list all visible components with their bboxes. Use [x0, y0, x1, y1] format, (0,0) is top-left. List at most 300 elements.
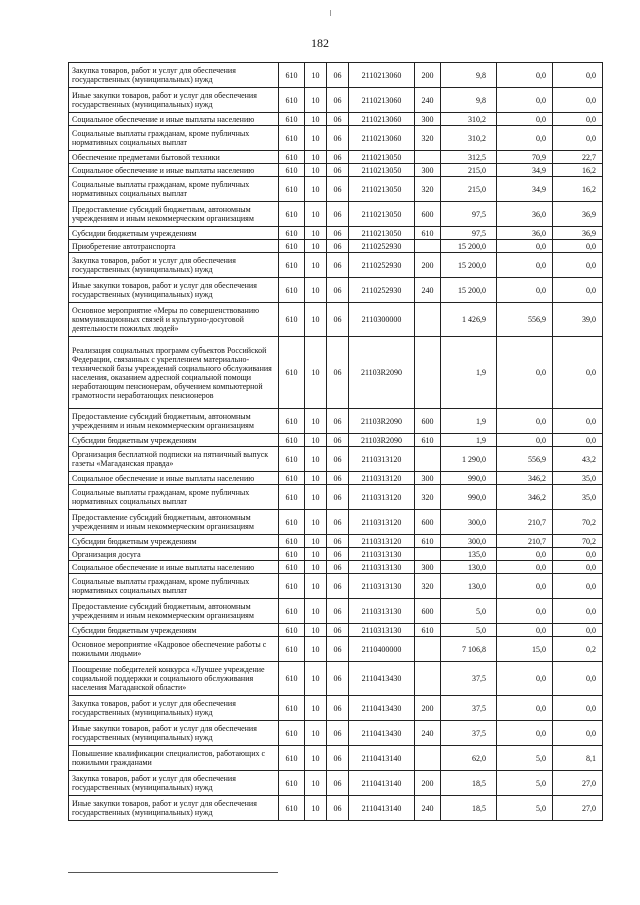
amount-cell: 1 426,9 [441, 303, 497, 337]
section-code-cell: 10 [305, 63, 327, 88]
expense-type-cell: 610 [415, 434, 441, 447]
amount-cell-2: 0,0 [497, 624, 553, 637]
target-article-cell: 2110213050 [349, 202, 415, 227]
table-row [69, 561, 603, 574]
section-code-cell: 10 [305, 113, 327, 126]
subsection-code-cell: 06 [327, 88, 349, 113]
row-name-cell: Предоставление субсидий бюджетным, автономным учреждениям и иным некоммерческим организациям [69, 510, 279, 535]
subsection-code-cell: 06 [327, 126, 349, 151]
row-name-cell: Закупка товаров, работ и услуг для обеспечения государственных (муниципальных) нужд [69, 696, 279, 721]
ministry-code-cell: 610 [279, 63, 305, 88]
amount-cell: 135,0 [441, 548, 497, 561]
amount-cell-2: 0,0 [497, 434, 553, 447]
row-name-cell: Предоставление субсидий бюджетным, автономным учреждениям и иным некоммерческим организациям [69, 409, 279, 434]
subsection-code-cell: 06 [327, 721, 349, 746]
target-article-cell: 2110313120 [349, 485, 415, 510]
subsection-code-cell: 06 [327, 303, 349, 337]
table-row [69, 447, 603, 472]
amount-cell: 15 200,0 [441, 278, 497, 303]
subsection-code-cell: 06 [327, 599, 349, 624]
amount-cell: 5,0 [441, 624, 497, 637]
page-number: 182 [311, 36, 329, 50]
row-name-cell: Социальное обеспечение и иные выплаты населению [69, 472, 279, 485]
subsection-code-cell: 06 [327, 510, 349, 535]
target-article-cell: 2110300000 [349, 303, 415, 337]
table-row [69, 434, 603, 447]
row-name-cell: Социальные выплаты гражданам, кроме публичных нормативных социальных выплат [69, 574, 279, 599]
ministry-code-cell: 610 [279, 88, 305, 113]
ministry-code-cell: 610 [279, 771, 305, 796]
target-article-cell: 2110413140 [349, 746, 415, 771]
ministry-code-cell: 610 [279, 278, 305, 303]
amount-cell-2: 36,0 [497, 202, 553, 227]
amount-cell-2: 0,0 [497, 721, 553, 746]
amount-cell: 990,0 [441, 485, 497, 510]
row-name-cell: Социальные выплаты гражданам, кроме публичных нормативных социальных выплат [69, 177, 279, 202]
amount-cell-2: 346,2 [497, 485, 553, 510]
amount-cell: 37,5 [441, 662, 497, 696]
amount-cell-3: 35,0 [553, 485, 603, 510]
row-name-cell: Субсидии бюджетным учреждениям [69, 624, 279, 637]
table-row [69, 771, 603, 796]
row-name-cell: Повышение квалификации специалистов, работающих с пожилыми гражданами [69, 746, 279, 771]
amount-cell-2: 5,0 [497, 771, 553, 796]
expense-type-cell: 610 [415, 535, 441, 548]
row-name-cell: Социальные выплаты гражданам, кроме публичных нормативных социальных выплат [69, 126, 279, 151]
table-row [69, 637, 603, 662]
subsection-code-cell: 06 [327, 202, 349, 227]
section-code-cell: 10 [305, 510, 327, 535]
target-article-cell: 2110313130 [349, 624, 415, 637]
row-name-cell: Организация досуга [69, 548, 279, 561]
row-name-cell: Закупка товаров, работ и услуг для обеспечения государственных (муниципальных) нужд [69, 63, 279, 88]
amount-cell: 215,0 [441, 177, 497, 202]
amount-cell-2: 210,7 [497, 510, 553, 535]
amount-cell-2: 0,0 [497, 63, 553, 88]
table-row [69, 746, 603, 771]
ministry-code-cell: 610 [279, 662, 305, 696]
section-code-cell: 10 [305, 746, 327, 771]
amount-cell-2: 34,9 [497, 177, 553, 202]
subsection-code-cell: 06 [327, 337, 349, 409]
budget-table-body [69, 63, 603, 821]
target-article-cell: 2110213060 [349, 113, 415, 126]
amount-cell: 5,0 [441, 599, 497, 624]
amount-cell-3: 0,0 [553, 696, 603, 721]
row-name-cell: Закупка товаров, работ и услуг для обеспечения государственных (муниципальных) нужд [69, 253, 279, 278]
target-article-cell: 2110213050 [349, 164, 415, 177]
target-article-cell: 2110252930 [349, 278, 415, 303]
target-article-cell: 2110213060 [349, 88, 415, 113]
table-row [69, 535, 603, 548]
ministry-code-cell: 610 [279, 164, 305, 177]
amount-cell: 97,5 [441, 227, 497, 240]
table-row [69, 151, 603, 164]
target-article-cell: 2110252930 [349, 253, 415, 278]
amount-cell: 300,0 [441, 535, 497, 548]
subsection-code-cell: 06 [327, 796, 349, 821]
target-article-cell: 2110400000 [349, 637, 415, 662]
amount-cell: 97,5 [441, 202, 497, 227]
row-name-cell: Иные закупки товаров, работ и услуг для обеспечения государственных (муниципальных) нужд [69, 721, 279, 746]
amount-cell: 62,0 [441, 746, 497, 771]
subsection-code-cell: 06 [327, 535, 349, 548]
row-name-cell: Субсидии бюджетным учреждениям [69, 227, 279, 240]
amount-cell-3: 0,0 [553, 599, 603, 624]
table-row [69, 624, 603, 637]
expense-type-cell: 320 [415, 574, 441, 599]
amount-cell-3: 8,1 [553, 746, 603, 771]
subsection-code-cell: 06 [327, 151, 349, 164]
amount-cell: 9,8 [441, 88, 497, 113]
subsection-code-cell: 06 [327, 253, 349, 278]
section-code-cell: 10 [305, 126, 327, 151]
expense-type-cell [415, 637, 441, 662]
amount-cell-2: 556,9 [497, 303, 553, 337]
row-name-cell: Организация бесплатной подписки на пятничный выпуск газеты «Магаданская правда» [69, 447, 279, 472]
table-row [69, 88, 603, 113]
subsection-code-cell: 06 [327, 63, 349, 88]
section-code-cell: 10 [305, 337, 327, 409]
ministry-code-cell: 610 [279, 599, 305, 624]
section-code-cell: 10 [305, 721, 327, 746]
amount-cell: 15 200,0 [441, 253, 497, 278]
amount-cell: 1,9 [441, 409, 497, 434]
amount-cell-2: 0,0 [497, 548, 553, 561]
subsection-code-cell: 06 [327, 177, 349, 202]
subsection-code-cell: 06 [327, 434, 349, 447]
expense-type-cell [415, 548, 441, 561]
amount-cell-2: 0,0 [497, 113, 553, 126]
amount-cell-3: 43,2 [553, 447, 603, 472]
expense-type-cell: 200 [415, 771, 441, 796]
ministry-code-cell: 610 [279, 177, 305, 202]
amount-cell-2: 0,0 [497, 88, 553, 113]
amount-cell-3: 0,0 [553, 662, 603, 696]
amount-cell-3: 0,0 [553, 434, 603, 447]
ministry-code-cell: 610 [279, 561, 305, 574]
amount-cell-2: 5,0 [497, 746, 553, 771]
ministry-code-cell: 610 [279, 510, 305, 535]
amount-cell-2: 0,0 [497, 278, 553, 303]
ministry-code-cell: 610 [279, 227, 305, 240]
target-article-cell: 2110313130 [349, 599, 415, 624]
expense-type-cell: 320 [415, 177, 441, 202]
expense-type-cell: 240 [415, 796, 441, 821]
amount-cell-2: 346,2 [497, 472, 553, 485]
subsection-code-cell: 06 [327, 696, 349, 721]
amount-cell: 18,5 [441, 796, 497, 821]
ministry-code-cell: 610 [279, 202, 305, 227]
section-code-cell: 10 [305, 227, 327, 240]
subsection-code-cell: 06 [327, 561, 349, 574]
amount-cell: 130,0 [441, 574, 497, 599]
row-name-cell: Поощрение победителей конкурса «Лучшее учреждение социальной поддержки и социального обслуживания населения Магаданской области» [69, 662, 279, 696]
amount-cell-2: 0,0 [497, 574, 553, 599]
amount-cell: 9,8 [441, 63, 497, 88]
amount-cell-3: 27,0 [553, 796, 603, 821]
row-name-cell: Иные закупки товаров, работ и услуг для обеспечения государственных (муниципальных) нужд [69, 278, 279, 303]
amount-cell-3: 0,0 [553, 63, 603, 88]
section-code-cell: 10 [305, 574, 327, 599]
amount-cell-3: 39,0 [553, 303, 603, 337]
table-row [69, 126, 603, 151]
target-article-cell: 2110213060 [349, 63, 415, 88]
ministry-code-cell: 610 [279, 721, 305, 746]
amount-cell-3: 0,0 [553, 240, 603, 253]
amount-cell: 37,5 [441, 696, 497, 721]
table-row [69, 599, 603, 624]
amount-cell-2: 34,9 [497, 164, 553, 177]
expense-type-cell [415, 662, 441, 696]
row-name-cell: Основное мероприятие «Кадровое обеспечение работы с пожилыми людьми» [69, 637, 279, 662]
target-article-cell: 2110313120 [349, 535, 415, 548]
table-row [69, 177, 603, 202]
subsection-code-cell: 06 [327, 771, 349, 796]
row-name-cell: Предоставление субсидий бюджетным, автономным учреждениям и иным некоммерческим организациям [69, 599, 279, 624]
section-code-cell: 10 [305, 535, 327, 548]
row-name-cell: Обеспечение предметами бытовой техники [69, 151, 279, 164]
ministry-code-cell: 610 [279, 113, 305, 126]
expense-type-cell: 300 [415, 472, 441, 485]
amount-cell-2: 0,0 [497, 599, 553, 624]
amount-cell-2: 70,9 [497, 151, 553, 164]
amount-cell: 37,5 [441, 721, 497, 746]
ministry-code-cell: 610 [279, 434, 305, 447]
subsection-code-cell: 06 [327, 164, 349, 177]
amount-cell-2: 0,0 [497, 337, 553, 409]
amount-cell-2: 0,0 [497, 253, 553, 278]
section-code-cell: 10 [305, 303, 327, 337]
expense-type-cell: 240 [415, 721, 441, 746]
table-row [69, 113, 603, 126]
section-code-cell: 10 [305, 177, 327, 202]
amount-cell-3: 70,2 [553, 535, 603, 548]
amount-cell: 1,9 [441, 337, 497, 409]
section-code-cell: 10 [305, 624, 327, 637]
row-name-cell: Субсидии бюджетным учреждениям [69, 434, 279, 447]
section-code-cell: 10 [305, 88, 327, 113]
ministry-code-cell: 610 [279, 485, 305, 510]
footer-rule [68, 872, 278, 873]
target-article-cell: 2110413430 [349, 721, 415, 746]
expense-type-cell [415, 240, 441, 253]
table-row [69, 472, 603, 485]
section-code-cell: 10 [305, 771, 327, 796]
row-name-cell: Реализация социальных программ субъектов Российской Федерации, связанных с укреплением материально-технической базы учреждений социального обслуживания населения, оказанием адресной социальной помощи неработающим пенсионерам, обучением компьютерной грамотности неработающих пенсионеров [69, 337, 279, 409]
amount-cell-2: 0,0 [497, 662, 553, 696]
expense-type-cell: 610 [415, 227, 441, 240]
amount-cell: 215,0 [441, 164, 497, 177]
subsection-code-cell: 06 [327, 637, 349, 662]
amount-cell-3: 0,0 [553, 253, 603, 278]
target-article-cell: 2110413430 [349, 696, 415, 721]
amount-cell-2: 0,0 [497, 240, 553, 253]
table-row [69, 227, 603, 240]
section-code-cell: 10 [305, 485, 327, 510]
table-row [69, 548, 603, 561]
amount-cell: 990,0 [441, 472, 497, 485]
target-article-cell: 2110313120 [349, 510, 415, 535]
amount-cell-2: 15,0 [497, 637, 553, 662]
amount-cell-2: 0,0 [497, 696, 553, 721]
expense-type-cell: 200 [415, 253, 441, 278]
expense-type-cell: 320 [415, 126, 441, 151]
target-article-cell: 21103R2090 [349, 434, 415, 447]
row-name-cell: Социальное обеспечение и иные выплаты населению [69, 164, 279, 177]
amount-cell-3: 0,0 [553, 624, 603, 637]
ministry-code-cell: 610 [279, 151, 305, 164]
expense-type-cell: 240 [415, 278, 441, 303]
amount-cell: 310,2 [441, 126, 497, 151]
expense-type-cell: 240 [415, 88, 441, 113]
row-name-cell: Основное мероприятие «Меры по совершенствованию коммуникационных связей и культурно-досуговой деятельности пожилых людей» [69, 303, 279, 337]
target-article-cell: 2110313120 [349, 447, 415, 472]
ministry-code-cell: 610 [279, 746, 305, 771]
amount-cell: 300,0 [441, 510, 497, 535]
target-article-cell: 2110313120 [349, 472, 415, 485]
amount-cell-2: 0,0 [497, 561, 553, 574]
section-code-cell: 10 [305, 637, 327, 662]
section-code-cell: 10 [305, 240, 327, 253]
amount-cell-2: 0,0 [497, 126, 553, 151]
section-code-cell: 10 [305, 202, 327, 227]
expense-type-cell [415, 447, 441, 472]
row-name-cell: Иные закупки товаров, работ и услуг для обеспечения государственных (муниципальных) нужд [69, 88, 279, 113]
ministry-code-cell: 610 [279, 472, 305, 485]
target-article-cell: 2110213050 [349, 227, 415, 240]
scan-mark [330, 10, 331, 16]
target-article-cell: 2110313130 [349, 561, 415, 574]
amount-cell-3: 0,2 [553, 637, 603, 662]
row-name-cell: Социальное обеспечение и иные выплаты населению [69, 561, 279, 574]
section-code-cell: 10 [305, 447, 327, 472]
amount-cell-3: 36,9 [553, 202, 603, 227]
row-name-cell: Субсидии бюджетным учреждениям [69, 535, 279, 548]
section-code-cell: 10 [305, 253, 327, 278]
table-row [69, 240, 603, 253]
ministry-code-cell: 610 [279, 696, 305, 721]
amount-cell: 310,2 [441, 113, 497, 126]
subsection-code-cell: 06 [327, 278, 349, 303]
subsection-code-cell: 06 [327, 409, 349, 434]
ministry-code-cell: 610 [279, 548, 305, 561]
ministry-code-cell: 610 [279, 796, 305, 821]
table-row [69, 164, 603, 177]
amount-cell-3: 16,2 [553, 164, 603, 177]
subsection-code-cell: 06 [327, 113, 349, 126]
subsection-code-cell: 06 [327, 624, 349, 637]
subsection-code-cell: 06 [327, 574, 349, 599]
amount-cell-3: 0,0 [553, 574, 603, 599]
amount-cell-3: 36,9 [553, 227, 603, 240]
target-article-cell: 2110413430 [349, 662, 415, 696]
expense-type-cell [415, 151, 441, 164]
amount-cell: 1,9 [441, 434, 497, 447]
amount-cell: 18,5 [441, 771, 497, 796]
amount-cell: 15 200,0 [441, 240, 497, 253]
expense-type-cell: 300 [415, 561, 441, 574]
expense-type-cell: 600 [415, 599, 441, 624]
expense-type-cell: 320 [415, 485, 441, 510]
table-row [69, 696, 603, 721]
amount-cell-2: 556,9 [497, 447, 553, 472]
expense-type-cell: 600 [415, 202, 441, 227]
table-row [69, 202, 603, 227]
amount-cell: 312,5 [441, 151, 497, 164]
table-row [69, 303, 603, 337]
row-name-cell: Приобретение автотранспорта [69, 240, 279, 253]
table-row [69, 337, 603, 409]
ministry-code-cell: 610 [279, 624, 305, 637]
ministry-code-cell: 610 [279, 409, 305, 434]
target-article-cell: 2110413140 [349, 771, 415, 796]
table-row [69, 721, 603, 746]
table-row [69, 253, 603, 278]
expense-type-cell [415, 303, 441, 337]
table-row [69, 63, 603, 88]
amount-cell-3: 70,2 [553, 510, 603, 535]
amount-cell-3: 16,2 [553, 177, 603, 202]
amount-cell-2: 5,0 [497, 796, 553, 821]
section-code-cell: 10 [305, 472, 327, 485]
row-name-cell: Иные закупки товаров, работ и услуг для обеспечения государственных (муниципальных) нужд [69, 796, 279, 821]
amount-cell-3: 0,0 [553, 113, 603, 126]
amount-cell: 1 290,0 [441, 447, 497, 472]
amount-cell-2: 210,7 [497, 535, 553, 548]
subsection-code-cell: 06 [327, 227, 349, 240]
table-row [69, 510, 603, 535]
subsection-code-cell: 06 [327, 746, 349, 771]
amount-cell-3: 0,0 [553, 548, 603, 561]
section-code-cell: 10 [305, 278, 327, 303]
subsection-code-cell: 06 [327, 662, 349, 696]
amount-cell-3: 0,0 [553, 721, 603, 746]
amount-cell-2: 0,0 [497, 409, 553, 434]
section-code-cell: 10 [305, 696, 327, 721]
ministry-code-cell: 610 [279, 574, 305, 599]
target-article-cell: 2110313130 [349, 574, 415, 599]
ministry-code-cell: 610 [279, 535, 305, 548]
ministry-code-cell: 610 [279, 303, 305, 337]
table-row [69, 574, 603, 599]
row-name-cell: Социальные выплаты гражданам, кроме публичных нормативных социальных выплат [69, 485, 279, 510]
expense-type-cell: 300 [415, 164, 441, 177]
target-article-cell: 21103R2090 [349, 337, 415, 409]
amount-cell-3: 0,0 [553, 278, 603, 303]
expense-type-cell [415, 337, 441, 409]
section-code-cell: 10 [305, 151, 327, 164]
target-article-cell: 2110213050 [349, 177, 415, 202]
target-article-cell: 2110313130 [349, 548, 415, 561]
expense-type-cell: 300 [415, 113, 441, 126]
amount-cell-3: 0,0 [553, 126, 603, 151]
amount-cell: 7 106,8 [441, 637, 497, 662]
subsection-code-cell: 06 [327, 447, 349, 472]
expense-type-cell: 200 [415, 63, 441, 88]
subsection-code-cell: 06 [327, 485, 349, 510]
section-code-cell: 10 [305, 662, 327, 696]
expense-type-cell: 600 [415, 409, 441, 434]
amount-cell-3: 27,0 [553, 771, 603, 796]
table-row [69, 278, 603, 303]
target-article-cell: 2110413140 [349, 796, 415, 821]
ministry-code-cell: 610 [279, 240, 305, 253]
amount-cell-3: 22,7 [553, 151, 603, 164]
ministry-code-cell: 610 [279, 126, 305, 151]
table-row [69, 409, 603, 434]
expense-type-cell: 200 [415, 696, 441, 721]
